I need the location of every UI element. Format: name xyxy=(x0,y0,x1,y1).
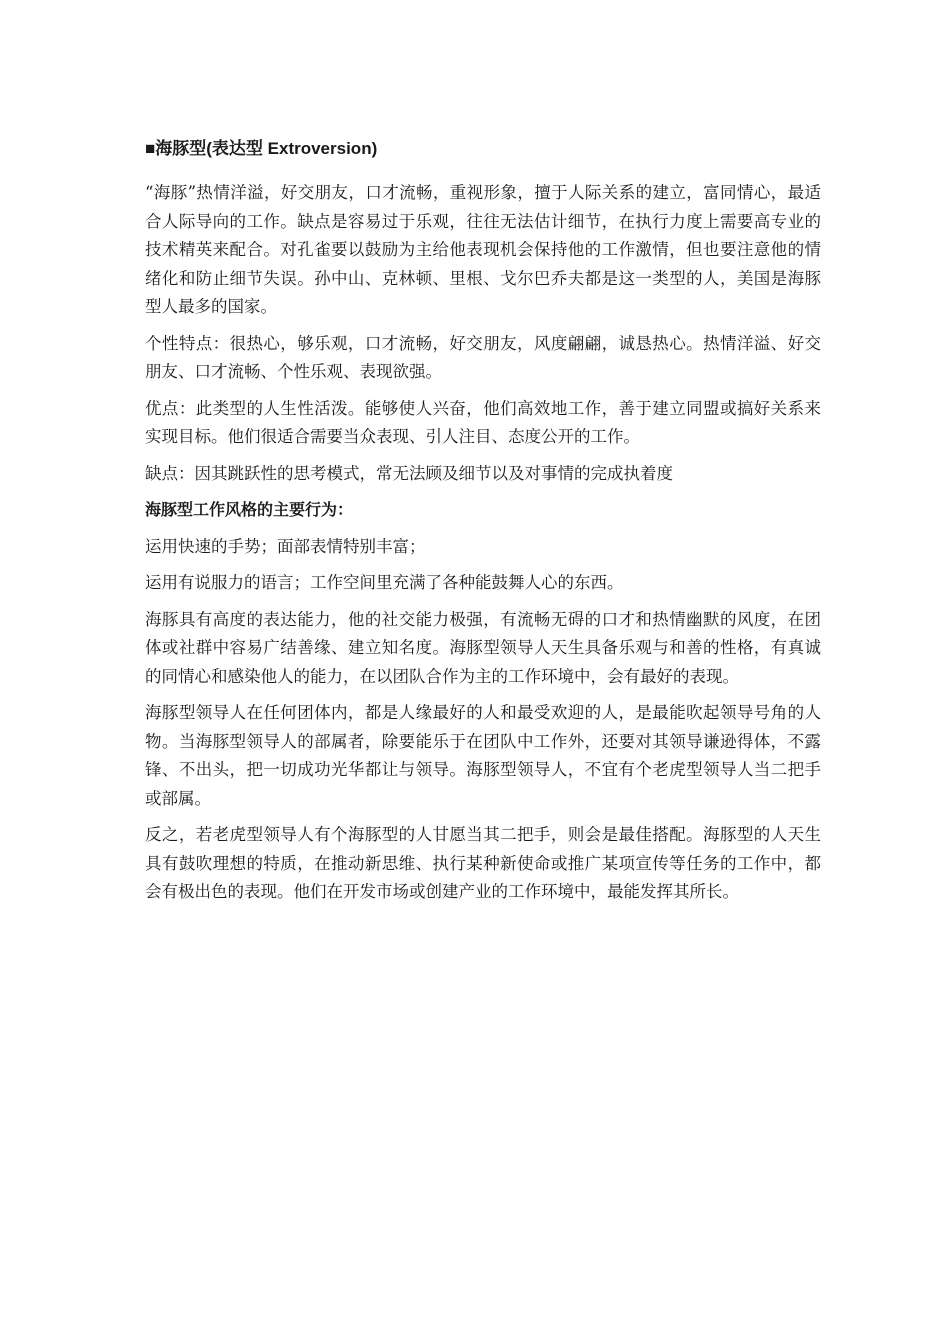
document-page xyxy=(145,137,821,915)
behavior-paragraph: 运用有说服力的语言；工作空间里充满了各种能鼓舞人心的东西。 xyxy=(145,573,624,592)
behavior-paragraph: 海豚具有高度的表达能力，他的社交能力极强，有流畅无碍的口才和热情幽默的风度，在团体或社群中容易广结善缘、建立知名度。海豚型领导人天生具备乐观与和善的性格，有真诚的同情心和感染他人的能力，在以团队合作为主的工作环境中，会有最好的表现。 xyxy=(145,609,821,686)
behavior-paragraph: 海豚型领导人在任何团体内，都是人缘最好的人和最受欢迎的人，是最能吹起领导号角的人物。当海豚型领导人的部属者，除要能乐于在团队中工作外，还要对其领导谦逊得体，不露锋、不出头，把一切成功光华都让与领导。海豚型领导人，不宜有个老虎型领导人当二把手或部属。 xyxy=(145,703,821,808)
traits-paragraph: 个性特点：很热心，够乐观，口才流畅，好交朋友，风度翩翩，诚恳热心。热情洋溢、好交朋友、口才流畅、个性乐观、表现欲强。 xyxy=(145,333,821,381)
section-heading: ■海豚型(表达型 Extroversion) xyxy=(145,139,378,158)
intro-paragraph: “海豚”热情洋溢，好交朋友，口才流畅，重视形象，擅于人际关系的建立，富同情心，最适合人际导向的工作。缺点是容易过于乐观，往往无法估计细节，在执行力度上需要高专业的技术精英来配合。对孔雀要以鼓励为主给他表现机会保持他的工作激情，但也要注意他的情绪化和防止细节失误。孙中山、克林顿、里根、戈尔巴乔夫都是这一类型的人，美国是海豚型人最多的国家。 xyxy=(145,183,821,316)
behavior-paragraph: 运用快速的手势；面部表情特别丰富； xyxy=(145,536,426,556)
strengths-paragraph: 优点：此类型的人生性活泼。能够使人兴奋，他们高效地工作，善于建立同盟或搞好关系来实现目标。他们很适合需要当众表现、引人注目、态度公开的工作。 xyxy=(145,398,821,446)
weaknesses-paragraph: 缺点：因其跳跃性的思考模式，常无法顾及细节以及对事情的完成执着度 xyxy=(145,463,673,483)
behavior-paragraph: 反之，若老虎型领导人有个海豚型的人甘愿当其二把手，则会是最佳搭配。海豚型的人天生具有鼓吹理想的特质，在推动新思维、执行某种新使命或推广某项宣传等任务的工作中，都会有极出色的表现。他们在开发市场或创建产业的工作环境中，最能发挥其所长。 xyxy=(145,825,821,901)
behaviors-heading: 海豚型工作风格的主要行为： xyxy=(145,500,354,519)
